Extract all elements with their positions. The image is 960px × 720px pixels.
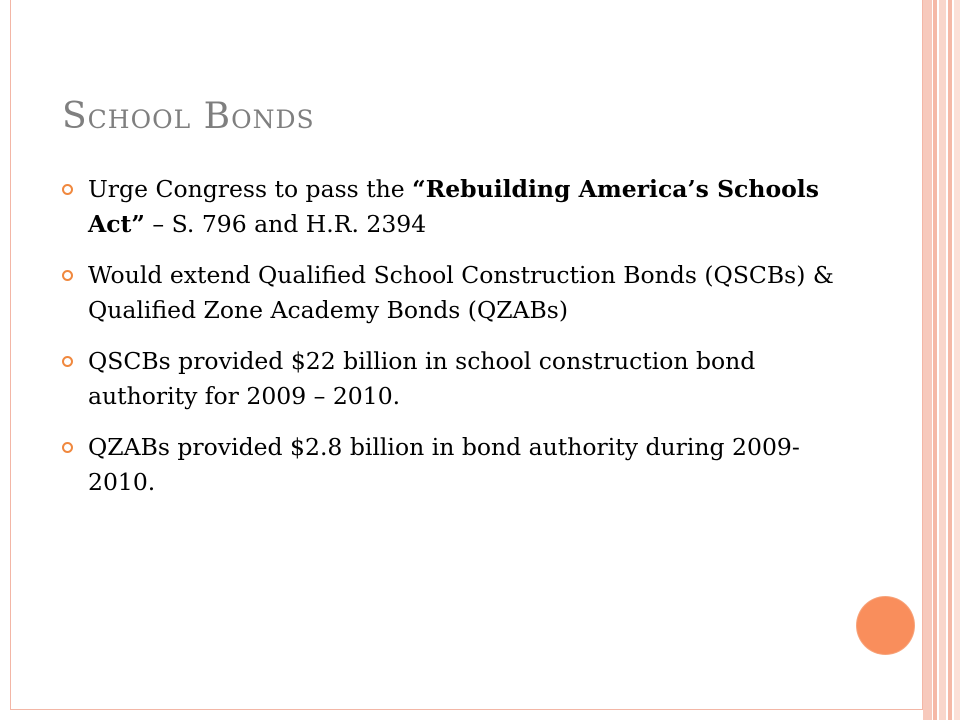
- bullet-item-qscbs: [62, 344, 852, 414]
- bullet-text: QSCBs provided $22 billion in school construction bond authority for 2009 – 2010.: [88, 347, 756, 410]
- edge-stripe: [948, 0, 952, 720]
- decorative-edge-stripes: [923, 0, 960, 720]
- circle-bullet-icon: [62, 356, 73, 367]
- edge-stripe: [923, 0, 932, 720]
- accent-circle-icon: [857, 597, 914, 654]
- slide-title: School Bonds: [62, 96, 315, 137]
- edge-stripe: [954, 0, 960, 720]
- bullet-text: Would extend Qualified School Construction Bonds (QSCBs) & Qualified Zone Academy Bonds (QZABs): [88, 261, 834, 324]
- bullet-item-congress: [62, 172, 852, 242]
- circle-bullet-icon: [62, 442, 73, 453]
- bullet-item-extend: [62, 258, 852, 328]
- circle-bullet-icon: [62, 184, 73, 195]
- bullet-text: QZABs provided $2.8 billion in bond authority during 2009-2010.: [88, 433, 800, 496]
- bullet-list: [62, 172, 852, 516]
- act-name-text: “Rebuilding America’s Schools Act”: [88, 175, 819, 238]
- bullet-lead-text: Urge Congress to pass the: [88, 175, 413, 203]
- circle-bullet-icon: [62, 270, 73, 281]
- edge-stripe: [939, 0, 946, 720]
- bullet-item-qzabs: [62, 430, 852, 500]
- bill-numbers-text: – S. 796 and H.R. 2394: [144, 210, 427, 238]
- edge-stripe: [933, 0, 937, 720]
